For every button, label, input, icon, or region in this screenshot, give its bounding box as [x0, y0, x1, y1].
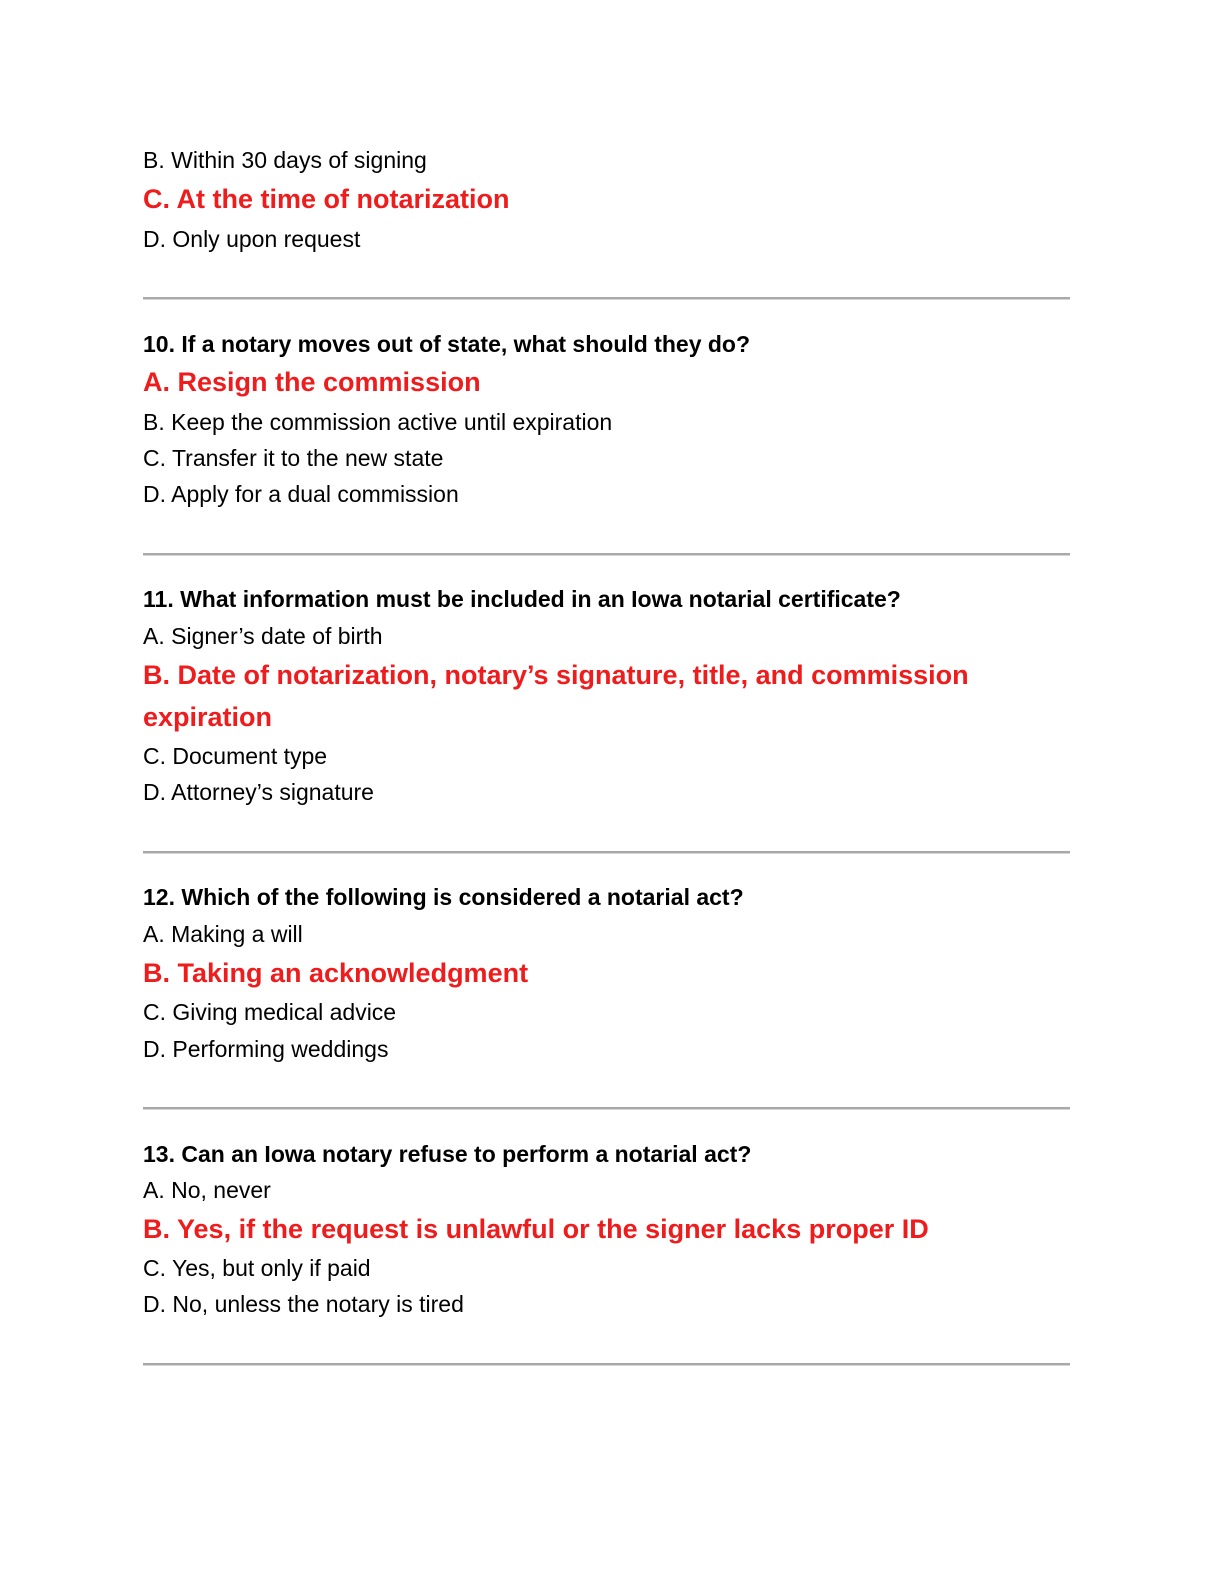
q11-option-a: A. Signer’s date of birth: [143, 623, 383, 649]
divider-after-q10: [143, 553, 1070, 556]
q9-option-b: B. Within 30 days of signing: [143, 147, 427, 173]
q12-option-c: C. Giving medical advice: [143, 999, 397, 1025]
q12-option-d: D. Performing weddings: [143, 1036, 389, 1062]
divider-after-q12: [143, 1107, 1070, 1110]
q11-option-c: C. Document type: [143, 743, 328, 769]
q9-option-d: D. Only upon request: [143, 226, 361, 252]
q13-option-c: C. Yes, but only if paid: [143, 1255, 371, 1281]
q12-option-a: A. Making a will: [143, 921, 303, 947]
divider-after-q13: [143, 1363, 1070, 1366]
divider-after-q11: [143, 851, 1070, 854]
q13-option-d: D. No, unless the notary is tired: [143, 1291, 464, 1317]
q10-option-a-correct: A. Resign the commission: [143, 367, 481, 397]
q10-question: 10. If a notary moves out of state, what should they do?: [143, 331, 751, 357]
q11-option-b-correct-line1: B. Date of notarization, notary’s signature, title, and commission: [143, 660, 969, 690]
q9-option-c-correct: C. At the time of notarization: [143, 184, 510, 214]
q11-question: 11. What information must be included in an Iowa notarial certificate?: [143, 586, 901, 612]
q11-option-d: D. Attorney’s signature: [143, 779, 374, 805]
q13-option-a: A. No, never: [143, 1177, 271, 1203]
q10-option-d: D. Apply for a dual commission: [143, 481, 459, 507]
q12-option-b-correct: B. Taking an acknowledgment: [143, 958, 529, 988]
q12-question: 12. Which of the following is considered a notarial act?: [143, 884, 744, 910]
q11-option-b-correct-line2: expiration: [143, 702, 273, 732]
q13-question: 13. Can an Iowa notary refuse to perform a notarial act?: [143, 1141, 752, 1167]
q10-option-c: C. Transfer it to the new state: [143, 445, 444, 471]
divider-after-q9: [143, 297, 1070, 300]
q13-option-b-correct: B. Yes, if the request is unlawful or the signer lacks proper ID: [143, 1214, 929, 1244]
q10-option-b: B. Keep the commission active until expiration: [143, 409, 613, 435]
